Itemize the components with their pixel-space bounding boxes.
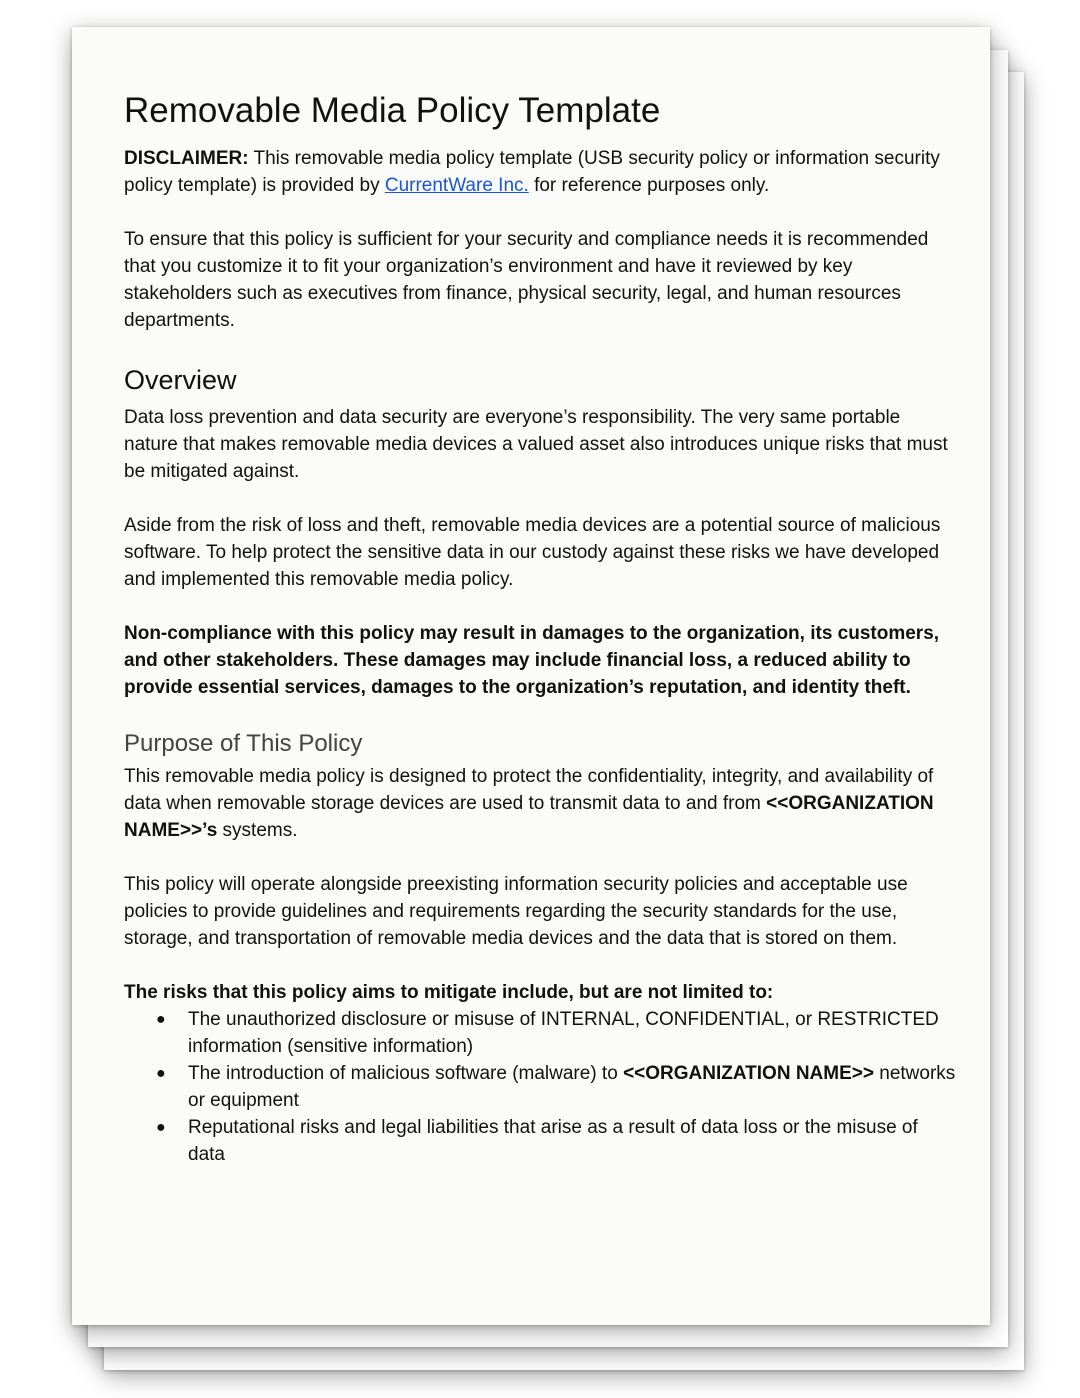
organization-name-placeholder: <<ORGANIZATION NAME>>’s — [124, 793, 934, 841]
risk-item-text: The unauthorized disclosure or misuse of INTERNAL, CONFIDENTIAL, or RESTRICTED information (sensitive information) — [188, 1009, 939, 1057]
overview-paragraph-2: Aside from the risk of loss and theft, removable media devices are a potential source of malicious software. To help protect the sensitive data in our custody against these risks we have developed and implemented this removable media policy. — [124, 515, 941, 590]
document-title: Removable Media Policy Template — [124, 91, 661, 130]
bullet-icon: ● — [156, 1065, 166, 1082]
overview-heading: Overview — [124, 365, 237, 395]
intro-paragraph: To ensure that this policy is sufficient for your security and compliance needs it is recommended that you customize it to fit your organization’s environment and have it reviewed by key stakeholders such as executives from finance, physical security, legal, and human resources departments. — [124, 229, 929, 331]
purpose-paragraph-2: This policy will operate alongside preexisting information security policies and acceptable use policies to provide guidelines and requirements regarding the security standards for the use, storage, and transportation of removable media devices and the data that is stored on them. — [124, 874, 908, 949]
risk-item-text-before: The introduction of malicious software (malware) to — [188, 1063, 624, 1084]
spacer — [124, 485, 959, 512]
spacer — [124, 593, 959, 620]
page-content — [124, 85, 959, 1168]
list-item — [156, 1060, 959, 1114]
risks-heading: The risks that this policy aims to mitigate include, but are not limited to: — [124, 982, 774, 1003]
purpose-text-after: systems. — [217, 820, 298, 841]
purpose-paragraph-1 — [124, 763, 959, 844]
list-item — [156, 1114, 959, 1168]
non-compliance-warning: Non-compliance with this policy may result in damages to the organization, its customers, and other stakeholders. These damages may include financial loss, a reduced ability to provide essential services, damages to the organization’s reputation, and identity theft. — [124, 623, 940, 698]
bullet-icon: ● — [156, 1119, 166, 1136]
spacer — [124, 199, 959, 226]
disclaimer-label: DISCLAIMER: — [124, 148, 249, 169]
list-item — [156, 1006, 959, 1060]
bullet-icon: ● — [156, 1011, 166, 1028]
organization-name-placeholder: <<ORGANIZATION NAME>> — [623, 1063, 874, 1084]
overview-paragraph-1: Data loss prevention and data security are everyone’s responsibility. The very same portable nature that makes removable media devices a valued asset also introduces unique risks that must be mitigated against. — [124, 407, 948, 482]
disclaimer-text-after: for reference purposes only. — [528, 175, 770, 196]
purpose-heading: Purpose of This Policy — [124, 730, 363, 757]
front-page — [72, 27, 990, 1325]
disclaimer-paragraph — [124, 145, 959, 199]
spacer — [124, 844, 959, 871]
disclaimer-text-before: This removable media policy template (USB security policy or information security policy template) is provided by — [124, 148, 940, 196]
purpose-text-before: This removable media policy is designed to protect the confidentiality, integrity, and availability of data when removable storage devices are used to transmit data to and from — [124, 766, 934, 814]
risks-list — [124, 1006, 959, 1168]
spacer — [124, 952, 959, 979]
risk-item-text: Reputational risks and legal liabilities that arise as a result of data loss or the misuse of data — [188, 1117, 918, 1165]
currentware-link[interactable]: CurrentWare Inc. — [384, 175, 529, 196]
risk-item-text-after: networks or equipment — [188, 1063, 956, 1111]
